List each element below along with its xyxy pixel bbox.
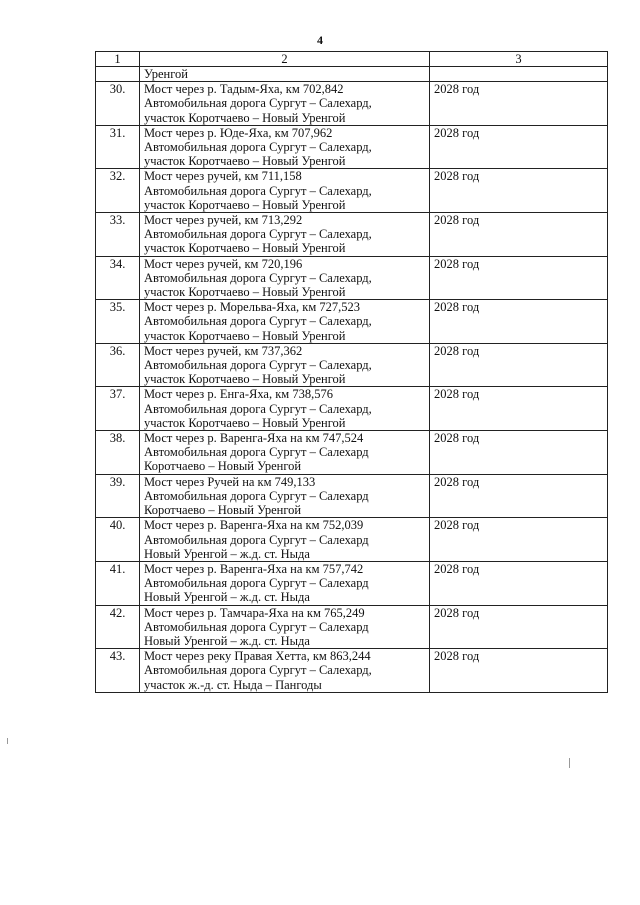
column-header-2: 2 bbox=[140, 52, 430, 67]
table-row bbox=[96, 431, 608, 475]
table-row bbox=[96, 82, 608, 126]
description-line: Автомобильная дорога Сургут – Салехард, bbox=[144, 96, 372, 111]
table-row bbox=[96, 387, 608, 431]
description-line: участок Коротчаево – Новый Уренгой bbox=[144, 241, 346, 256]
row-description bbox=[140, 125, 430, 169]
row-number: 37. bbox=[96, 387, 140, 431]
row-year: 2028 год bbox=[430, 343, 608, 387]
row-description bbox=[140, 387, 430, 431]
description-line: Мост через р. Варенга-Яха на км 757,742 bbox=[144, 561, 364, 576]
description-line: Автомобильная дорога Сургут – Салехард, bbox=[144, 663, 372, 678]
description-line: Мост через р. Тадым-Яха, км 702,842 bbox=[144, 82, 344, 97]
description-line: Автомобильная дорога Сургут – Салехард bbox=[144, 445, 369, 460]
table-row bbox=[96, 343, 608, 387]
row-year: 2028 год bbox=[430, 431, 608, 475]
row-number: 40. bbox=[96, 518, 140, 562]
description-line: Мост через р. Морельва-Яха, км 727,523 bbox=[144, 300, 361, 315]
row-number: 42. bbox=[96, 605, 140, 649]
scan-speck bbox=[569, 758, 570, 768]
description-line: Мост через реку Правая Хетта, км 863,244 bbox=[144, 649, 371, 664]
table-header-row bbox=[96, 52, 608, 67]
row-description bbox=[140, 605, 430, 649]
column-header-3: 3 bbox=[430, 52, 608, 67]
row-number: 43. bbox=[96, 649, 140, 693]
description-line: Мост через р. Варенга-Яха на км 752,039 bbox=[144, 518, 364, 533]
table-row bbox=[96, 474, 608, 518]
continuation-text: Уренгой bbox=[140, 67, 430, 82]
table-row bbox=[96, 169, 608, 213]
row-year: 2028 год bbox=[430, 300, 608, 344]
description-line: Мост через р. Тамчара-Яха на км 765,249 bbox=[144, 605, 365, 620]
row-description bbox=[140, 343, 430, 387]
row-year: 2028 год bbox=[430, 387, 608, 431]
row-year: 2028 год bbox=[430, 561, 608, 605]
row-number: 30. bbox=[96, 82, 140, 126]
description-line: Новый Уренгой – ж.д. ст. Ныда bbox=[144, 590, 310, 605]
description-line: Автомобильная дорога Сургут – Салехард, bbox=[144, 140, 372, 155]
table-row bbox=[96, 561, 608, 605]
scan-speck bbox=[7, 738, 8, 744]
description-line: Автомобильная дорога Сургут – Салехард, bbox=[144, 401, 372, 416]
table-row bbox=[96, 256, 608, 300]
row-number: 38. bbox=[96, 431, 140, 475]
description-line: участок Коротчаево – Новый Уренгой bbox=[144, 372, 346, 387]
description-line: участок ж.-д. ст. Ныда – Пангоды bbox=[144, 677, 322, 692]
description-line: Автомобильная дорога Сургут – Салехард, bbox=[144, 227, 372, 242]
continuation-year-cell bbox=[430, 67, 608, 82]
description-line: Новый Уренгой – ж.д. ст. Ныда bbox=[144, 633, 310, 648]
row-description bbox=[140, 256, 430, 300]
table-row bbox=[96, 300, 608, 344]
description-line: Автомобильная дорога Сургут – Салехард bbox=[144, 619, 369, 634]
row-description bbox=[140, 82, 430, 126]
row-number: 34. bbox=[96, 256, 140, 300]
description-line: Автомобильная дорога Сургут – Салехард, bbox=[144, 314, 372, 329]
row-year: 2028 год bbox=[430, 213, 608, 257]
description-line: Автомобильная дорога Сургут – Салехард, bbox=[144, 270, 372, 285]
row-year: 2028 год bbox=[430, 605, 608, 649]
table-row bbox=[96, 213, 608, 257]
row-year: 2028 год bbox=[430, 82, 608, 126]
row-number: 39. bbox=[96, 474, 140, 518]
row-description bbox=[140, 518, 430, 562]
table-row bbox=[96, 518, 608, 562]
description-line: Мост через Ручей на км 749,133 bbox=[144, 474, 316, 489]
row-number: 36. bbox=[96, 343, 140, 387]
row-description bbox=[140, 300, 430, 344]
description-line: Мост через ручей, км 713,292 bbox=[144, 213, 303, 228]
description-line: Автомобильная дорога Сургут – Салехард bbox=[144, 576, 369, 591]
description-line: участок Коротчаево – Новый Уренгой bbox=[144, 154, 346, 169]
row-number: 41. bbox=[96, 561, 140, 605]
row-year: 2028 год bbox=[430, 518, 608, 562]
row-year: 2028 год bbox=[430, 125, 608, 169]
continuation-row bbox=[96, 67, 608, 82]
row-description bbox=[140, 649, 430, 693]
description-line: Автомобильная дорога Сургут – Салехард bbox=[144, 532, 369, 547]
row-number: 31. bbox=[96, 125, 140, 169]
description-line: участок Коротчаево – Новый Уренгой bbox=[144, 197, 346, 212]
description-line: Автомобильная дорога Сургут – Салехард, bbox=[144, 358, 372, 373]
description-line: Мост через ручей, км 737,362 bbox=[144, 343, 303, 358]
continuation-num-cell bbox=[96, 67, 140, 82]
row-description bbox=[140, 213, 430, 257]
column-header-1: 1 bbox=[96, 52, 140, 67]
description-line: Мост через р. Юде-Яха, км 707,962 bbox=[144, 125, 333, 140]
description-line: Коротчаево – Новый Уренгой bbox=[144, 459, 302, 474]
row-description bbox=[140, 561, 430, 605]
description-line: участок Коротчаево – Новый Уренгой bbox=[144, 110, 346, 125]
row-number: 32. bbox=[96, 169, 140, 213]
row-description bbox=[140, 474, 430, 518]
description-line: Новый Уренгой – ж.д. ст. Ныда bbox=[144, 546, 310, 561]
description-line: Мост через ручей, км 711,158 bbox=[144, 169, 302, 184]
description-line: Коротчаево – Новый Уренгой bbox=[144, 503, 302, 518]
description-line: Автомобильная дорога Сургут – Салехард bbox=[144, 488, 369, 503]
page-number: 4 bbox=[317, 33, 323, 47]
row-year: 2028 год bbox=[430, 256, 608, 300]
row-year: 2028 год bbox=[430, 474, 608, 518]
description-line: Мост через р. Енга-Яха, км 738,576 bbox=[144, 387, 333, 402]
row-description bbox=[140, 169, 430, 213]
row-number: 35. bbox=[96, 300, 140, 344]
description-line: Автомобильная дорога Сургут – Салехард, bbox=[144, 183, 372, 198]
description-line: участок Коротчаево – Новый Уренгой bbox=[144, 285, 346, 300]
description-line: участок Коротчаево – Новый Уренгой bbox=[144, 415, 346, 430]
table-row bbox=[96, 125, 608, 169]
description-line: Мост через ручей, км 720,196 bbox=[144, 256, 303, 271]
row-year: 2028 год bbox=[430, 169, 608, 213]
row-description bbox=[140, 431, 430, 475]
table-row bbox=[96, 605, 608, 649]
bridges-table bbox=[95, 51, 608, 693]
table-row bbox=[96, 649, 608, 693]
row-year: 2028 год bbox=[430, 649, 608, 693]
row-number: 33. bbox=[96, 213, 140, 257]
description-line: Мост через р. Варенга-Яха на км 747,524 bbox=[144, 431, 364, 446]
description-line: участок Коротчаево – Новый Уренгой bbox=[144, 328, 346, 343]
